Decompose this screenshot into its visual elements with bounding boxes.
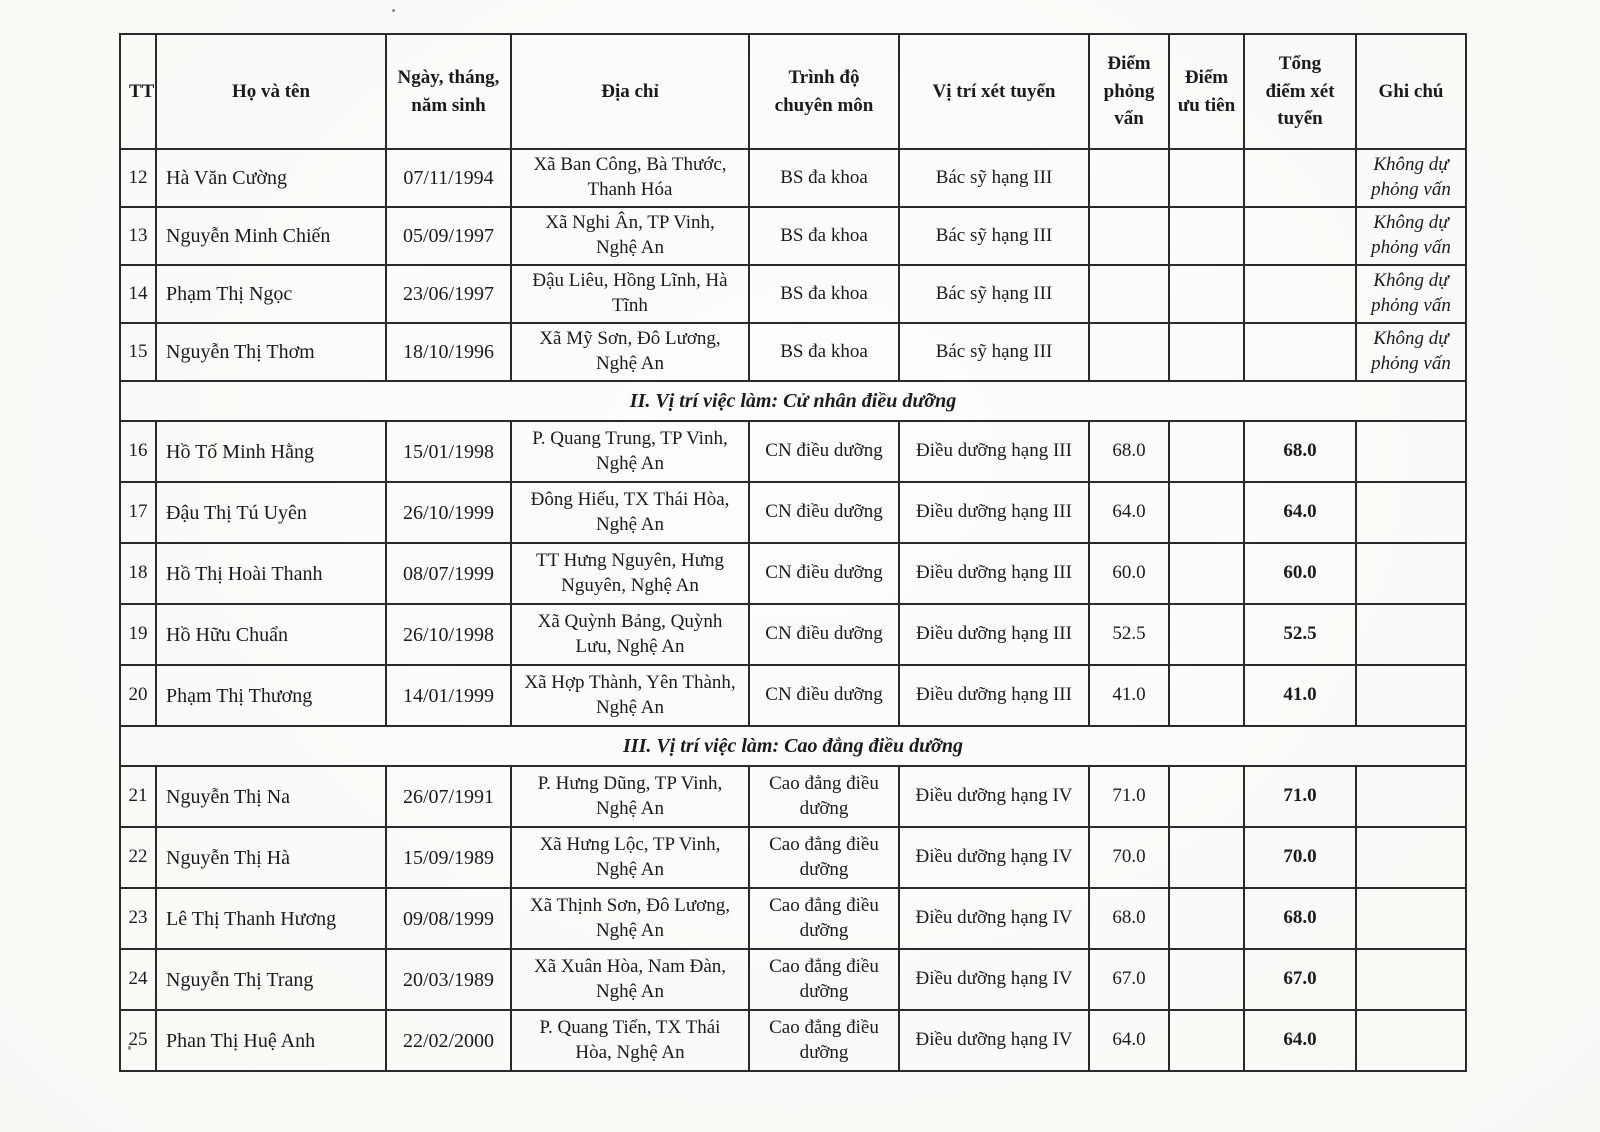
cell-name: Phan Thị Huệ Anh bbox=[156, 1010, 386, 1071]
cell-address: TT Hưng Nguyên, Hưng Nguyên, Nghệ An bbox=[511, 543, 749, 604]
section-title: III. Vị trí việc làm: Cao đẳng điều dưỡng bbox=[120, 726, 1466, 766]
cell-total-score: 68.0 bbox=[1244, 888, 1356, 949]
cell-qualification: BS đa khoa bbox=[749, 149, 899, 207]
cell-tt: 13 bbox=[120, 207, 156, 265]
cell-dob: 05/09/1997 bbox=[386, 207, 511, 265]
table-row bbox=[120, 604, 1466, 665]
cell-dob: 26/10/1999 bbox=[386, 482, 511, 543]
cell-interview-score bbox=[1089, 207, 1169, 265]
cell-interview-score: 71.0 bbox=[1089, 766, 1169, 827]
cell-tt: 22 bbox=[120, 827, 156, 888]
cell-qualification: BS đa khoa bbox=[749, 323, 899, 381]
cell-qualification: Cao đẳng điều dưỡng bbox=[749, 1010, 899, 1071]
cell-interview-score bbox=[1089, 323, 1169, 381]
cell-position: Bác sỹ hạng III bbox=[899, 323, 1089, 381]
cell-name: Phạm Thị Ngọc bbox=[156, 265, 386, 323]
cell-address: P. Hưng Dũng, TP Vinh, Nghệ An bbox=[511, 766, 749, 827]
cell-address: P. Quang Tiến, TX Thái Hòa, Nghệ An bbox=[511, 1010, 749, 1071]
cell-qualification: BS đa khoa bbox=[749, 265, 899, 323]
cell-position: Điều dưỡng hạng IV bbox=[899, 827, 1089, 888]
table-row bbox=[120, 207, 1466, 265]
cell-address: Đậu Liêu, Hồng Lĩnh, Hà Tĩnh bbox=[511, 265, 749, 323]
cell-note bbox=[1356, 766, 1466, 827]
cell-note bbox=[1356, 949, 1466, 1010]
header-row bbox=[120, 34, 1466, 149]
cell-total-score: 64.0 bbox=[1244, 1010, 1356, 1071]
cell-total-score: 71.0 bbox=[1244, 766, 1356, 827]
table-row bbox=[120, 949, 1466, 1010]
cell-qualification: Cao đẳng điều dưỡng bbox=[749, 888, 899, 949]
table-row bbox=[120, 888, 1466, 949]
cell-interview-score: 64.0 bbox=[1089, 482, 1169, 543]
cell-priority-score bbox=[1169, 827, 1244, 888]
header-cell-note: Ghi chú bbox=[1356, 34, 1466, 149]
cell-note bbox=[1356, 421, 1466, 482]
cell-note bbox=[1356, 827, 1466, 888]
cell-dob: 08/07/1999 bbox=[386, 543, 511, 604]
cell-name: Nguyễn Thị Na bbox=[156, 766, 386, 827]
cell-interview-score bbox=[1089, 149, 1169, 207]
header-cell-address: Địa chỉ bbox=[511, 34, 749, 149]
cell-priority-score bbox=[1169, 482, 1244, 543]
table-row bbox=[120, 1010, 1466, 1071]
cell-tt: 24 bbox=[120, 949, 156, 1010]
cell-qualification: CN điều dưỡng bbox=[749, 482, 899, 543]
cell-address: P. Quang Trung, TP Vinh, Nghệ An bbox=[511, 421, 749, 482]
cell-dob: 20/03/1989 bbox=[386, 949, 511, 1010]
cell-note bbox=[1356, 604, 1466, 665]
cell-dob: 26/10/1998 bbox=[386, 604, 511, 665]
cell-total-score: 64.0 bbox=[1244, 482, 1356, 543]
cell-position: Điều dưỡng hạng IV bbox=[899, 949, 1089, 1010]
cell-name: Lê Thị Thanh Hương bbox=[156, 888, 386, 949]
cell-interview-score: 52.5 bbox=[1089, 604, 1169, 665]
cell-name: Hồ Hữu Chuẩn bbox=[156, 604, 386, 665]
cell-total-score bbox=[1244, 265, 1356, 323]
cell-interview-score: 67.0 bbox=[1089, 949, 1169, 1010]
cell-position: Điều dưỡng hạng III bbox=[899, 421, 1089, 482]
header-cell-total-score: Tổng điểm xét tuyển bbox=[1244, 34, 1356, 149]
cell-priority-score bbox=[1169, 265, 1244, 323]
cell-total-score: 41.0 bbox=[1244, 665, 1356, 726]
table-row bbox=[120, 265, 1466, 323]
cell-position: Bác sỹ hạng III bbox=[899, 265, 1089, 323]
cell-dob: 23/06/1997 bbox=[386, 265, 511, 323]
cell-qualification: CN điều dưỡng bbox=[749, 421, 899, 482]
cell-address: Đông Hiếu, TX Thái Hòa, Nghệ An bbox=[511, 482, 749, 543]
table-row bbox=[120, 482, 1466, 543]
cell-tt: 23 bbox=[120, 888, 156, 949]
cell-name: Nguyễn Thị Hà bbox=[156, 827, 386, 888]
cell-priority-score bbox=[1169, 766, 1244, 827]
cell-qualification: Cao đẳng điều dưỡng bbox=[749, 766, 899, 827]
cell-total-score bbox=[1244, 149, 1356, 207]
cell-name: Nguyễn Minh Chiến bbox=[156, 207, 386, 265]
cell-note: Không dự phỏng vấn bbox=[1356, 323, 1466, 381]
cell-tt: 12 bbox=[120, 149, 156, 207]
cell-total-score bbox=[1244, 207, 1356, 265]
cell-position: Điều dưỡng hạng IV bbox=[899, 888, 1089, 949]
cell-address: Xã Mỹ Sơn, Đô Lương, Nghệ An bbox=[511, 323, 749, 381]
cell-note: Không dự phỏng vấn bbox=[1356, 207, 1466, 265]
table-row bbox=[120, 766, 1466, 827]
cell-priority-score bbox=[1169, 149, 1244, 207]
cell-dob: 15/09/1989 bbox=[386, 827, 511, 888]
cell-name: Phạm Thị Thương bbox=[156, 665, 386, 726]
cell-dob: 22/02/2000 bbox=[386, 1010, 511, 1071]
cell-position: Điều dưỡng hạng III bbox=[899, 482, 1089, 543]
cell-qualification: CN điều dưỡng bbox=[749, 543, 899, 604]
header-cell-position: Vị trí xét tuyển bbox=[899, 34, 1089, 149]
cell-total-score: 60.0 bbox=[1244, 543, 1356, 604]
table-row bbox=[120, 323, 1466, 381]
cell-interview-score: 70.0 bbox=[1089, 827, 1169, 888]
cell-note bbox=[1356, 888, 1466, 949]
cell-name: Đậu Thị Tú Uyên bbox=[156, 482, 386, 543]
cell-total-score: 68.0 bbox=[1244, 421, 1356, 482]
cell-interview-score bbox=[1089, 265, 1169, 323]
cell-total-score: 52.5 bbox=[1244, 604, 1356, 665]
cell-total-score bbox=[1244, 323, 1356, 381]
cell-total-score: 70.0 bbox=[1244, 827, 1356, 888]
cell-qualification: Cao đẳng điều dưỡng bbox=[749, 827, 899, 888]
section-header-row bbox=[120, 726, 1466, 766]
cell-tt: 19 bbox=[120, 604, 156, 665]
header-cell-priority-score: Điểm ưu tiên bbox=[1169, 34, 1244, 149]
header-cell-qualification: Trình độ chuyên môn bbox=[749, 34, 899, 149]
cell-position: Điều dưỡng hạng IV bbox=[899, 1010, 1089, 1071]
cell-address: Xã Hưng Lộc, TP Vinh, Nghệ An bbox=[511, 827, 749, 888]
cell-address: Xã Ban Công, Bà Thước, Thanh Hóa bbox=[511, 149, 749, 207]
cell-name: Nguyễn Thị Thơm bbox=[156, 323, 386, 381]
header-cell-interview-score: Điểm phỏng vấn bbox=[1089, 34, 1169, 149]
cell-position: Điều dưỡng hạng III bbox=[899, 604, 1089, 665]
cell-dob: 18/10/1996 bbox=[386, 323, 511, 381]
cell-position: Bác sỹ hạng III bbox=[899, 207, 1089, 265]
cell-priority-score bbox=[1169, 1010, 1244, 1071]
header-cell-name: Họ và tên bbox=[156, 34, 386, 149]
table-row bbox=[120, 543, 1466, 604]
cell-address: Xã Xuân Hòa, Nam Đàn, Nghệ An bbox=[511, 949, 749, 1010]
cell-qualification: Cao đẳng điều dưỡng bbox=[749, 949, 899, 1010]
scan-artifact bbox=[392, 9, 395, 12]
table-row bbox=[120, 665, 1466, 726]
cell-dob: 14/01/1999 bbox=[386, 665, 511, 726]
cell-priority-score bbox=[1169, 543, 1244, 604]
table-row bbox=[120, 827, 1466, 888]
applicant-results-table bbox=[119, 33, 1467, 1072]
cell-note bbox=[1356, 665, 1466, 726]
cell-position: Điều dưỡng hạng III bbox=[899, 543, 1089, 604]
cell-qualification: CN điều dưỡng bbox=[749, 665, 899, 726]
cell-name: Hồ Tố Minh Hằng bbox=[156, 421, 386, 482]
cell-interview-score: 60.0 bbox=[1089, 543, 1169, 604]
cell-priority-score bbox=[1169, 888, 1244, 949]
cell-qualification: BS đa khoa bbox=[749, 207, 899, 265]
cell-name: Hà Văn Cường bbox=[156, 149, 386, 207]
cell-tt: 14 bbox=[120, 265, 156, 323]
table-row bbox=[120, 421, 1466, 482]
cell-position: Điều dưỡng hạng III bbox=[899, 665, 1089, 726]
cell-tt: 21 bbox=[120, 766, 156, 827]
cell-priority-score bbox=[1169, 323, 1244, 381]
header-cell-dob: Ngày, tháng, năm sinh bbox=[386, 34, 511, 149]
table-row bbox=[120, 149, 1466, 207]
cell-position: Bác sỹ hạng III bbox=[899, 149, 1089, 207]
cell-priority-score bbox=[1169, 207, 1244, 265]
cell-tt: 20 bbox=[120, 665, 156, 726]
section-header-row bbox=[120, 381, 1466, 421]
cell-address: Xã Hợp Thành, Yên Thành, Nghệ An bbox=[511, 665, 749, 726]
cell-dob: 15/01/1998 bbox=[386, 421, 511, 482]
cell-note: Không dự phỏng vấn bbox=[1356, 265, 1466, 323]
cell-tt: 25 bbox=[120, 1010, 156, 1071]
cell-address: Xã Thịnh Sơn, Đô Lương, Nghệ An bbox=[511, 888, 749, 949]
cell-priority-score bbox=[1169, 665, 1244, 726]
cell-interview-score: 64.0 bbox=[1089, 1010, 1169, 1071]
cell-dob: 07/11/1994 bbox=[386, 149, 511, 207]
cell-note bbox=[1356, 1010, 1466, 1071]
cell-priority-score bbox=[1169, 604, 1244, 665]
cell-interview-score: 68.0 bbox=[1089, 421, 1169, 482]
cell-priority-score bbox=[1169, 949, 1244, 1010]
cell-note: Không dự phỏng vấn bbox=[1356, 149, 1466, 207]
cell-name: Hồ Thị Hoài Thanh bbox=[156, 543, 386, 604]
cell-tt: 15 bbox=[120, 323, 156, 381]
cell-qualification: CN điều dưỡng bbox=[749, 604, 899, 665]
cell-total-score: 67.0 bbox=[1244, 949, 1356, 1010]
cell-dob: 09/08/1999 bbox=[386, 888, 511, 949]
cell-priority-score bbox=[1169, 421, 1244, 482]
cell-name: Nguyễn Thị Trang bbox=[156, 949, 386, 1010]
cell-dob: 26/07/1991 bbox=[386, 766, 511, 827]
cell-address: Xã Quỳnh Bảng, Quỳnh Lưu, Nghệ An bbox=[511, 604, 749, 665]
cell-interview-score: 41.0 bbox=[1089, 665, 1169, 726]
section-title: II. Vị trí việc làm: Cử nhân điều dưỡng bbox=[120, 381, 1466, 421]
cell-tt: 17 bbox=[120, 482, 156, 543]
cell-interview-score: 68.0 bbox=[1089, 888, 1169, 949]
cell-position: Điều dưỡng hạng IV bbox=[899, 766, 1089, 827]
cell-note bbox=[1356, 482, 1466, 543]
cell-note bbox=[1356, 543, 1466, 604]
cell-address: Xã Nghi Ân, TP Vinh, Nghệ An bbox=[511, 207, 749, 265]
cell-tt: 16 bbox=[120, 421, 156, 482]
header-cell-tt: TT bbox=[120, 34, 156, 149]
cell-tt: 18 bbox=[120, 543, 156, 604]
